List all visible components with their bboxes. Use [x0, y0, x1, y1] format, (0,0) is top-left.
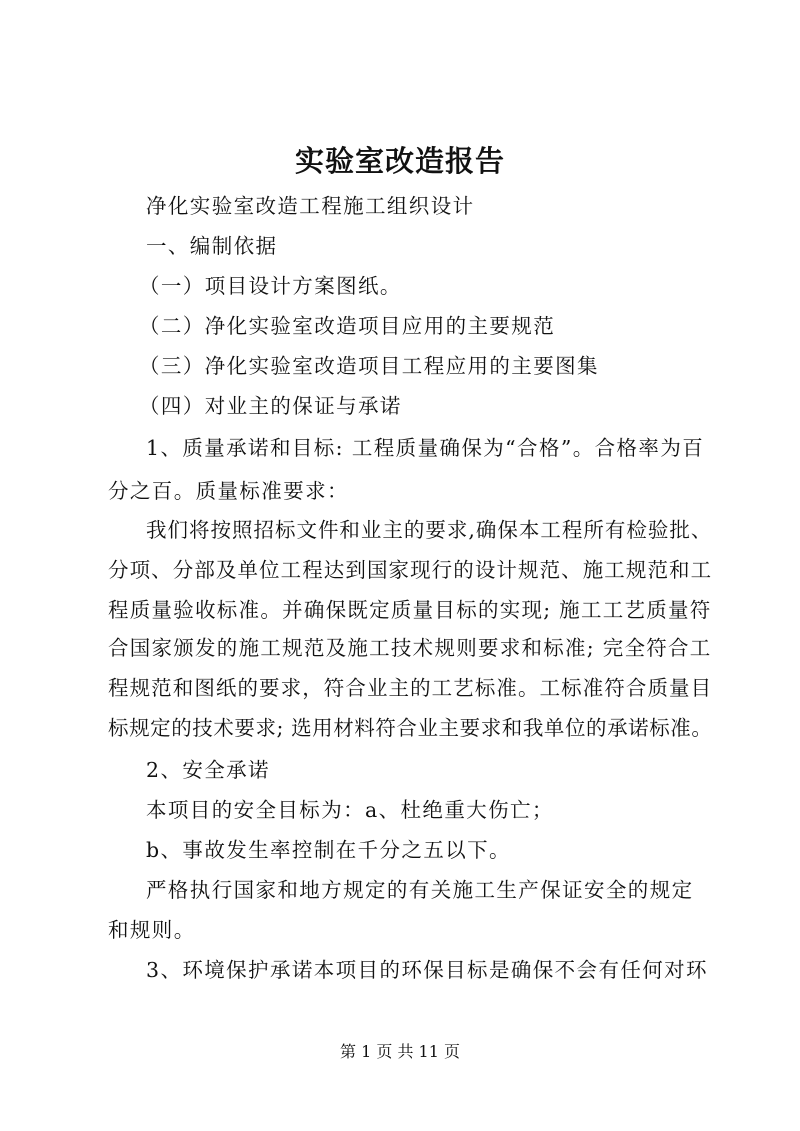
- paragraph-line: 分项、分部及单位工程达到国家现行的设计规范、施工规范和工: [108, 558, 713, 582]
- paragraph-line: b、事故发生率控制在千分之五以下。: [146, 838, 511, 862]
- paragraph-line: 程规范和图纸的要求，符合业主的工艺标准。工标准符合质量目: [108, 676, 713, 700]
- list-item: （一）项目设计方案图纸。: [139, 274, 402, 298]
- paragraph-line: 本项目的安全目标为：a、杜绝重大伤亡；: [146, 798, 554, 822]
- document-title: 实验室改造报告: [294, 144, 505, 178]
- paragraph-line: 1、质量承诺和目标: 工程质量确保为“合格”。合格率为百: [146, 436, 705, 460]
- paragraph-line: 分之百。质量标准要求：: [108, 479, 349, 503]
- paragraph-line: 合国家颁发的施工规范及施工技术规则要求和标准; 完全符合工: [108, 636, 712, 660]
- list-item: （四）对业主的保证与承诺: [139, 394, 402, 418]
- paragraph-line: 严格执行国家和地方规定的有关施工生产保证安全的规定: [146, 878, 694, 902]
- paragraph-line: 标规定的技术要求; 选用材料符合业主要求和我单位的承诺标准。: [108, 716, 713, 740]
- paragraph-line: 程质量验收标准。并确保既定质量目标的实现; 施工工艺质量符: [108, 598, 712, 622]
- page-number-footer: 第 1 页 共 11 页: [340, 1042, 460, 1061]
- list-item: （三）净化实验室改造项目工程应用的主要图集: [139, 354, 599, 378]
- paragraph-line: 我们将按照招标文件和业主的要求,确保本工程所有检验批、: [146, 518, 713, 542]
- section-heading: 一、编制依据: [146, 234, 278, 258]
- list-item: （二）净化实验室改造项目应用的主要规范: [139, 314, 556, 338]
- paragraph-line: 和规则。: [108, 918, 196, 942]
- subtitle-line: 净化实验室改造工程施工组织设计: [146, 194, 475, 218]
- section-heading: 2、安全承诺: [146, 758, 270, 782]
- paragraph-line: 3、环境保护承诺本项目的环保目标是确保不会有任何对环: [146, 958, 708, 982]
